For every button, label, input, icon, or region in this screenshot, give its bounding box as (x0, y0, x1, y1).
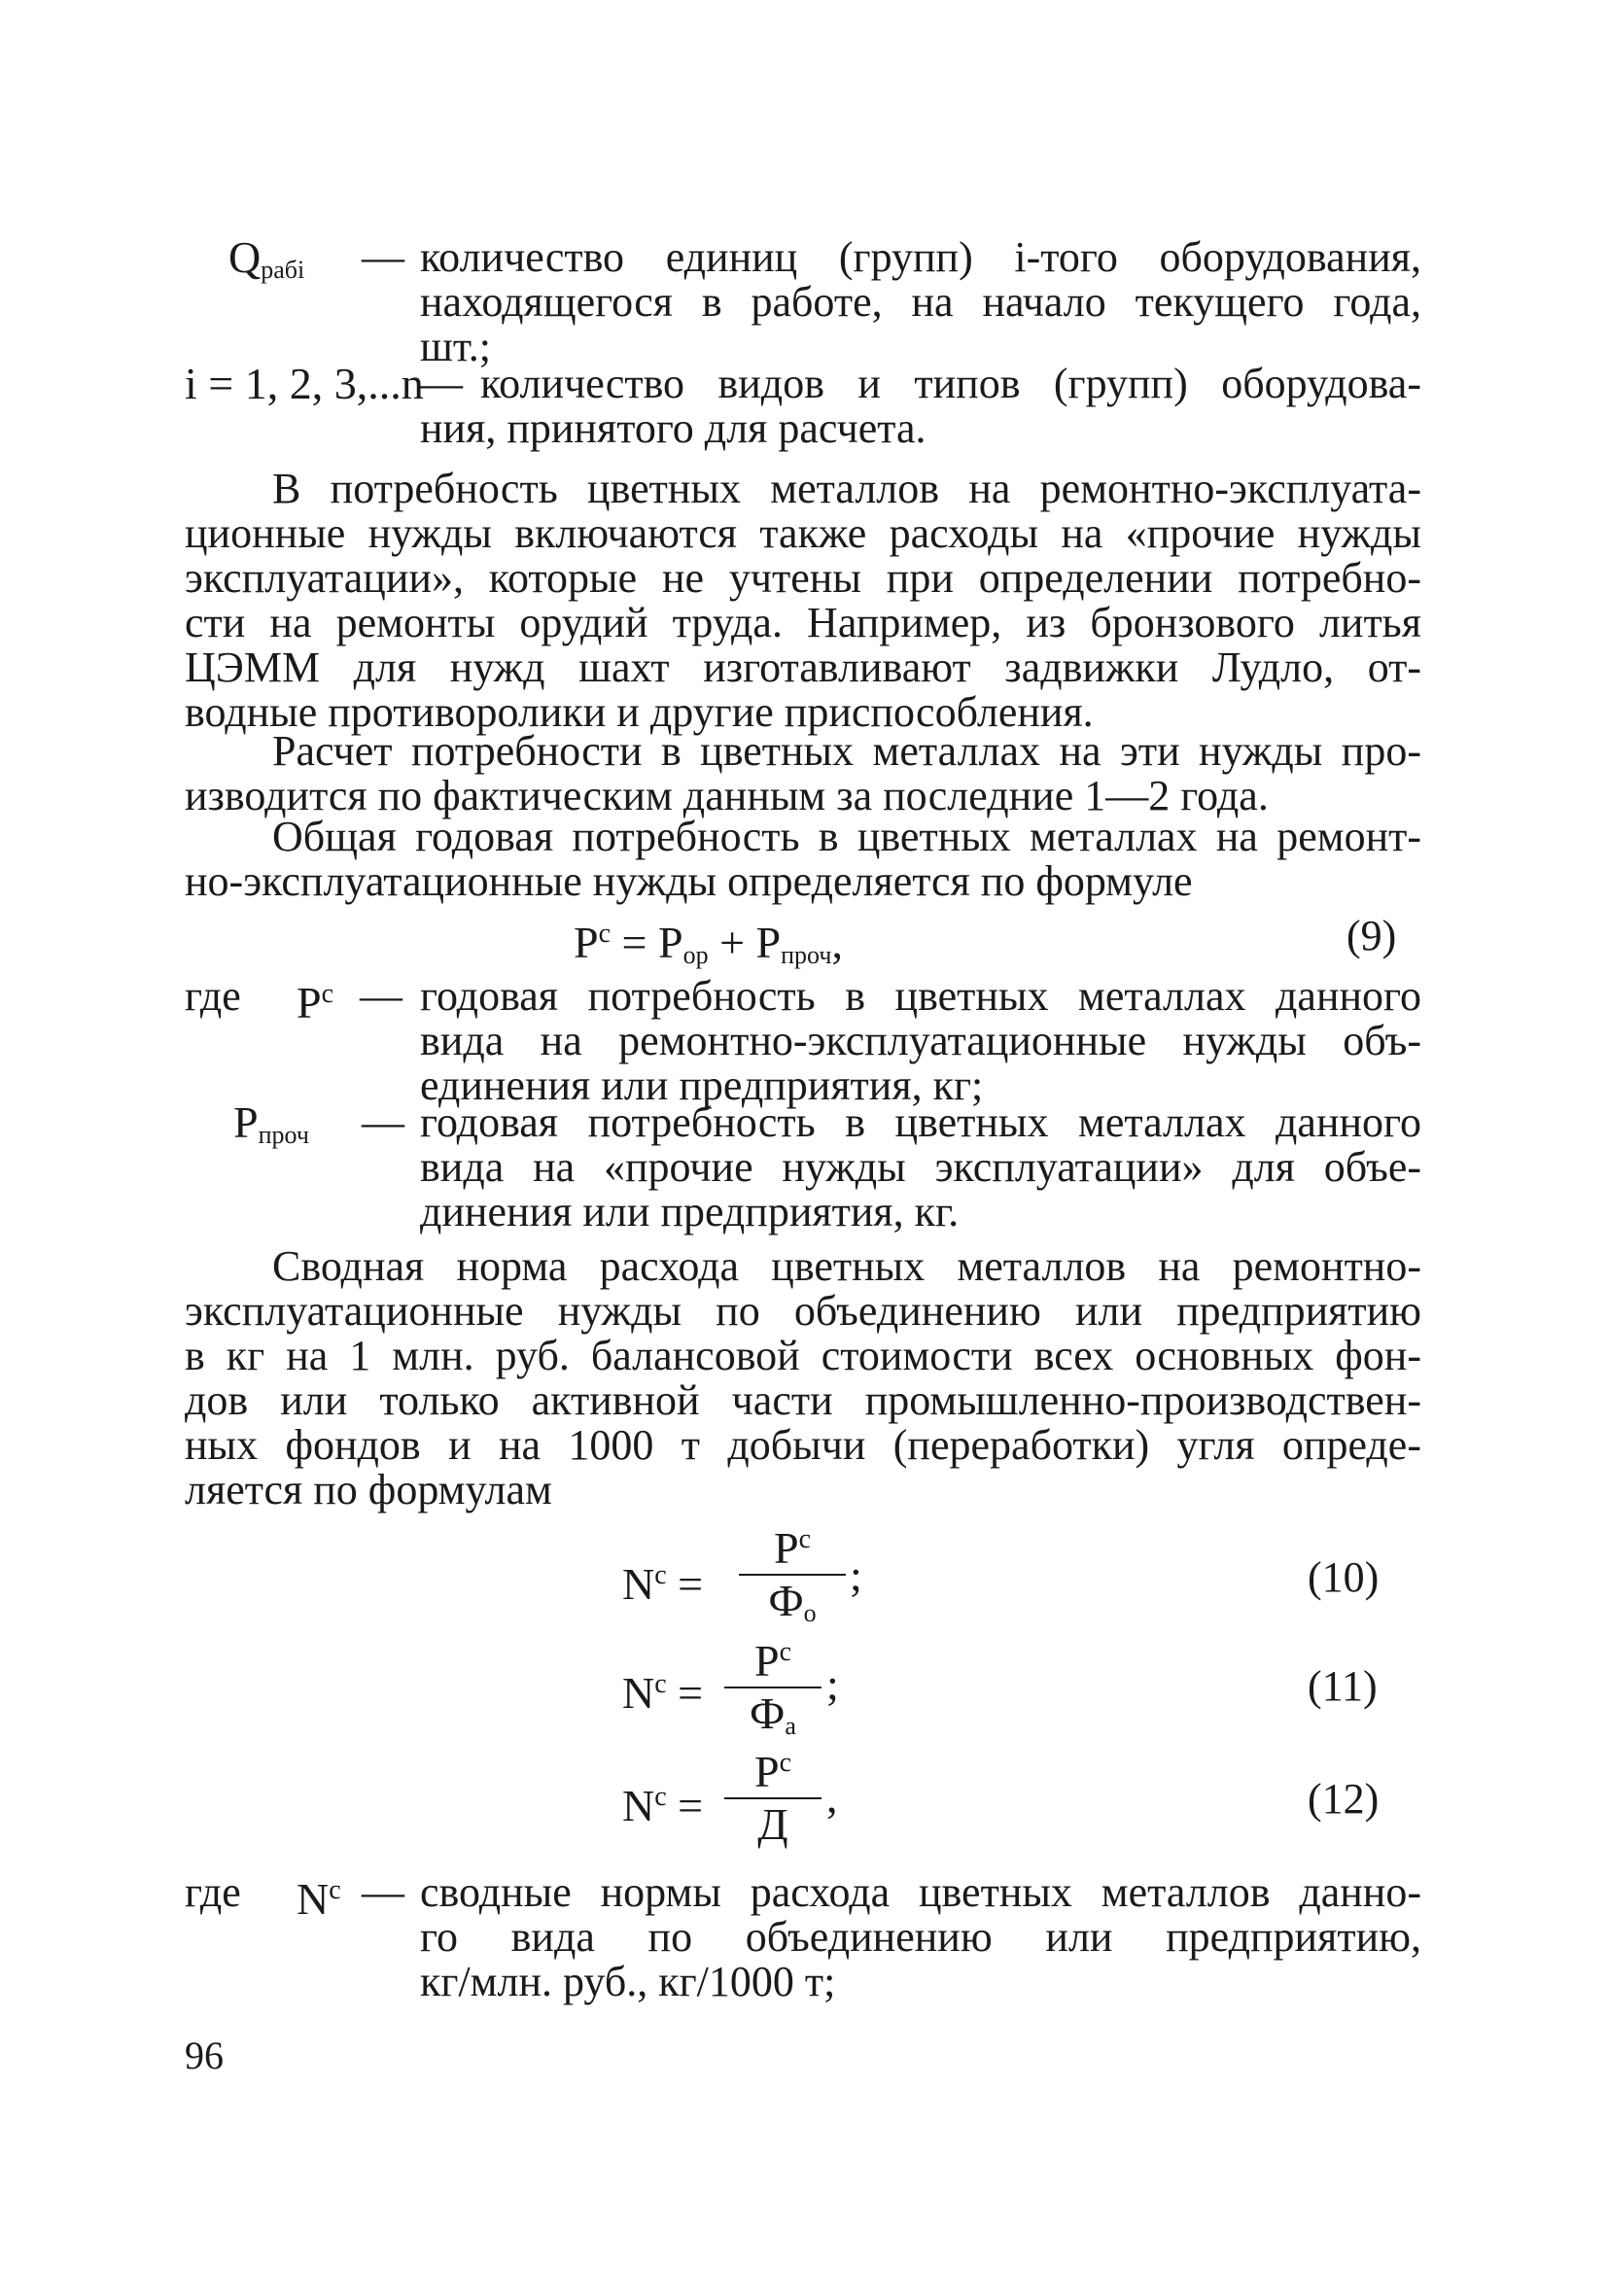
paragraph-repair-needs: В потребность цветных металлов на ремонтно-эксплуата- ционные нужды включаются также расходы на «прочие нужды эксплуатации», которые не учтены при определении потребно- сти на ремонты орудий труда. Например, из бронзового литья ЦЭММ для нужд шахт изготавливают задвижки Лудло, от- водные противоролики и другие приспособления. (185, 465, 1421, 736)
formula-11-number: (11) (1308, 1662, 1378, 1710)
formula-10-lhs: $N^c$ = (622, 1559, 704, 1609)
where-label-1: где (185, 972, 241, 1020)
pc-dash: — (360, 972, 402, 1020)
where-label-2: где (185, 1868, 241, 1916)
formula-9-number: (9) (1346, 912, 1397, 959)
i-range-symbol: i = 1, 2, 3,...n (185, 359, 424, 408)
paragraph-calculation: Расчет потребности в цветных металлах на эти нужды про- изводится по фактическим данным за последние 1—2 года. (185, 727, 1421, 819)
pproch-symbol: $P_{проч}$ (233, 1097, 309, 1149)
pproch-dash: — (362, 1098, 404, 1146)
i-range-dash: — (420, 360, 463, 407)
nc-symbol: $N^c$ (297, 1874, 341, 1924)
formula-10-tail: ; (850, 1550, 862, 1600)
formula-11-fraction: $P^c$ $Ф_а$ (724, 1629, 821, 1750)
paragraph-summary-norm: Сводная норма расхода цветных металлов на ремонтно- эксплуатационные нужды по объединению или предприятию в кг на 1 млн. руб. балансовой стоимости всех основных фон- дов или только активной части промышленно-производствен- ных фондов и на 1000 т добычи (переработки) угля опреде- ляется по формулам (185, 1242, 1421, 1513)
q-rab-symbol: $Q_{рабi}$ (228, 232, 305, 284)
formula-11-lhs: $N^c$ = (622, 1668, 704, 1718)
formula-12-tail: , (826, 1772, 838, 1822)
pproch-definition: годовая потребность в цветных металлах данного вида на «прочие нужды эксплуатации» для объе- динения или предприятия, кг. (420, 1098, 1421, 1235)
formula-12-number: (12) (1308, 1775, 1380, 1823)
formula-12-lhs: $N^c$ = (622, 1781, 704, 1830)
page-number: 96 (185, 2034, 224, 2077)
pc-symbol: $P^c$ (297, 978, 334, 1027)
formula-12-fraction: $P^c$ Д (724, 1740, 821, 1861)
nc-dash: — (362, 1868, 404, 1916)
formula-11-tail: ; (826, 1659, 839, 1709)
formula-10-fraction: $P^c$ $Ф_о$ (739, 1516, 846, 1637)
q-rab-definition: количество единиц (групп) i-того оборудования, находящегося в работе, на начало текущего года, шт.; (420, 233, 1421, 370)
paragraph-annual-need: Общая годовая потребность в цветных металлах на ремонт- но-эксплуатационные нужды определяется по формуле (185, 813, 1421, 905)
formula-9: $P^c = P_{ор} + P_{проч}$, (574, 918, 843, 969)
i-range-definition: количество видов и типов (групп) оборудова- ния, принятого для расчета. (420, 360, 1421, 452)
formula-10-number: (10) (1308, 1553, 1380, 1601)
pc-definition: годовая потребность в цветных металлах данного вида на ремонтно-эксплуатационные нужды объ- единения или предприятия, кг; (420, 972, 1421, 1109)
nc-definition: сводные нормы расхода цветных металлов данно- го вида по объединению или предприятию, кг/млн. руб., кг/1000 т; (420, 1868, 1421, 2005)
q-rab-dash: — (362, 233, 404, 281)
